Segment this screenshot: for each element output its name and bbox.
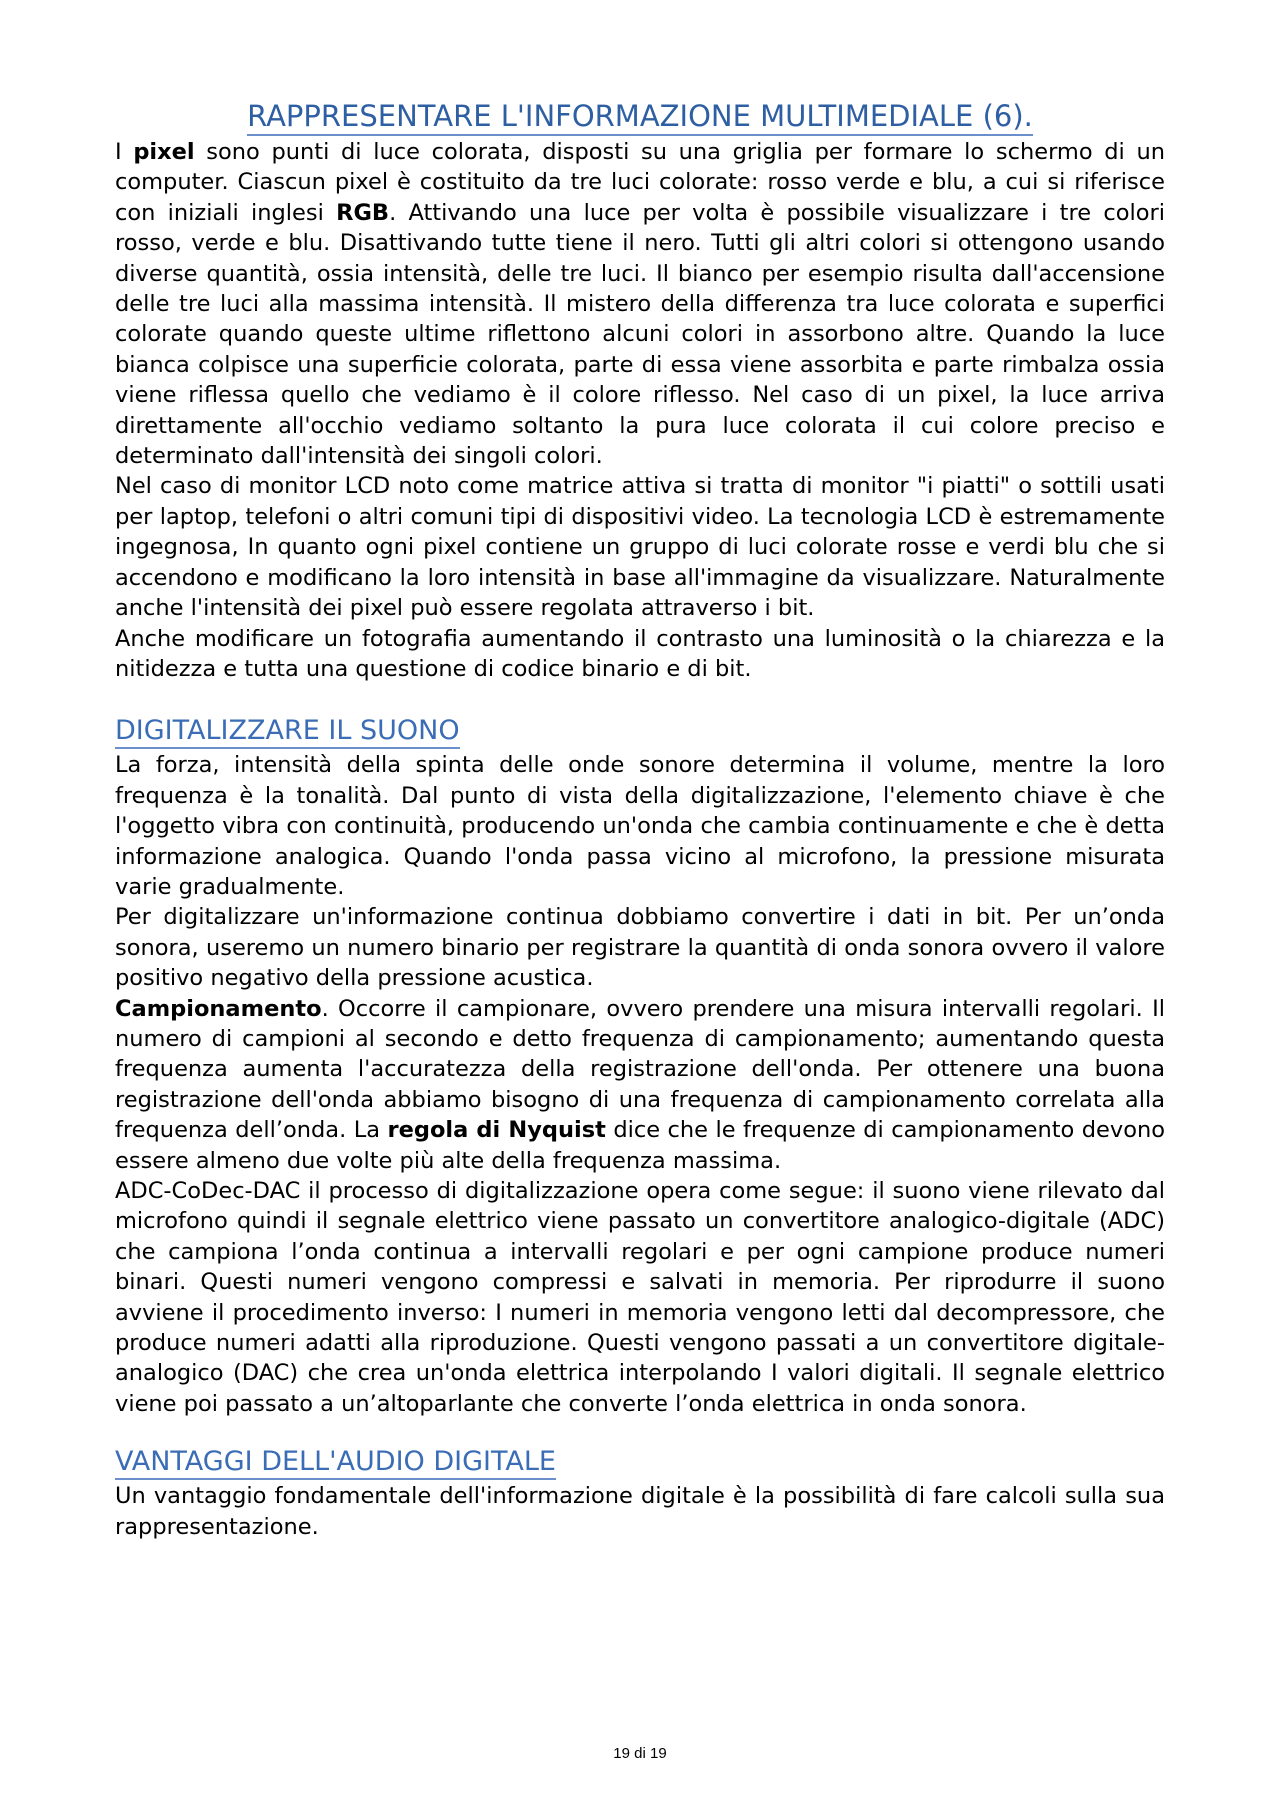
paragraph-digitize: Per digitalizzare un'informazione continua dobbiamo convertire i dati in bit. Per un’onda sonora, useremo un numero binario per registrare la quantità di onda sonora ovvero il valore positivo negativo della pressione acustica. <box>115 904 1165 992</box>
text-run: I <box>115 139 134 165</box>
section-heading-digitalizzare <box>115 712 1165 750</box>
text-run: . Occorre il campionare, ovvero prendere una misura intervalli regolari. Il numero di campioni al secondo e detto frequenza di campionamento; aumentando questa frequenza aumenta l'accuratezza della registrazione dell'onda. Per ottenere una buona registrazione dell'onda abbiamo bisogno di una frequenza di campionamento correlata alla frequenza dell’onda. La <box>115 995 1165 1144</box>
section-heading-text: VANTAGGI DELL'AUDIO DIGITALE <box>115 1446 556 1480</box>
text-run: dice che le frequenze di campionamento devono essere almeno due volte più alte della frequenza massima. <box>115 1117 1165 1174</box>
spacer <box>115 1419 1165 1443</box>
paragraph-lcd: Nel caso di monitor LCD noto come matrice attiva si tratta di monitor "i piatti" o sottili usati per laptop, telefoni o altri comuni tipi di dispositivi video. La tecnologia LCD è estremamente ingegnosa, In quanto ogni pixel contiene un gruppo di luci colorate rosse e verdi blu che si accendono e modificano la loro intensità in base all'immagine da visualizzare. Naturalmente anche l'intensità dei pixel può essere regolata attraverso i bit. <box>115 473 1165 622</box>
section-heading-vantaggi <box>115 1443 1165 1481</box>
text-run: sono punti di luce colorata, disposti su una griglia per formare lo schermo di un computer. Ciascun pixel è costituito da tre luci colorate: rosso verde e blu, a cui si riferisce con iniziali inglesi <box>115 139 1165 226</box>
paragraph-pixel <box>115 137 1165 471</box>
bold-term-pixel: pixel <box>133 139 195 165</box>
page-title-text: RAPPRESENTARE L'INFORMAZIONE MULTIMEDIALE (6). <box>247 99 1033 136</box>
page-title <box>115 95 1165 137</box>
paragraph-photo: Anche modificare un fotografia aumentando il contrasto una luminosità o la chiarezza e la nitidezza e tutta una questione di codice binario e di bit. <box>115 625 1165 682</box>
paragraph-adc-codec-dac: ADC-CoDec-DAC il processo di digitalizzazione opera come segue: il suono viene rilevato dal microfono quindi il segnale elettrico viene passato un convertitore analogico-digitale (ADC) che campiona l’onda continua a intervalli regolari e per ogni campione produce numeri binari. Questi numeri vengono compressi e salvati in memoria. Per riprodurre il suono avviene il procedimento inverso: I numeri in memoria vengono letti dal decompressore, che produce numeri adatti alla riproduzione. Questi vengono passati a un convertitore digitale-analogico (DAC) che crea un'onda elettrica interpolando I valori digitali. Il segnale elettrico viene poi passato a un’altoparlante che converte l’onda elettrica in onda sonora. <box>115 1178 1165 1417</box>
document-page <box>115 95 1165 1542</box>
paragraph-advantage: Un vantaggio fondamentale dell'informazione digitale è la possibilità di fare calcoli sulla sua rappresentazione. <box>115 1483 1165 1540</box>
paragraph-sound-intro: La forza, intensità della spinta delle onde sonore determina il volume, mentre la loro frequenza è la tonalità. Dal punto di vista della digitalizzazione, l'elemento chiave è che l'oggetto vibra con continuità, producendo un'onda che cambia continuamente e che è detta informazione analogica. Quando l'onda passa vicino al microfono, la pressione misurata varie gradualmente. <box>115 752 1165 900</box>
page-number: 19 di 19 <box>613 1745 667 1762</box>
paragraph-sampling <box>115 994 1165 1176</box>
bold-term-campionamento: Campionamento <box>115 995 322 1022</box>
bold-term-nyquist: regola di Nyquist <box>387 1117 606 1144</box>
section-heading-text: DIGITALIZZARE IL SUONO <box>115 715 460 749</box>
text-run: . Attivando una luce per volta è possibile visualizzare i tre colori rosso, verde e blu. Disattivando tutte tiene il nero. Tutti gli altri colori si ottengono usando diverse quantità, ossia intensità, delle tre luci. Il bianco per esempio risulta dall'accensione delle tre luci alla massima intensità. Il mistero della differenza tra luce colorata e superfici colorate quando queste ultime riflettono alcuni colori in assorbono altre. Quando la luce bianca colpisce una superficie colorata, parte di essa viene assorbita e parte rimbalza ossia viene riflessa quello che vediamo è il colore riflesso. Nel caso di un pixel, la luce arriva direttamente all'occhio vediamo soltanto la pura luce colorata il cui colore preciso e determinato dall'intensità dei singoli colori. <box>115 199 1165 470</box>
spacer <box>115 684 1165 712</box>
bold-term-rgb: RGB <box>336 199 390 226</box>
